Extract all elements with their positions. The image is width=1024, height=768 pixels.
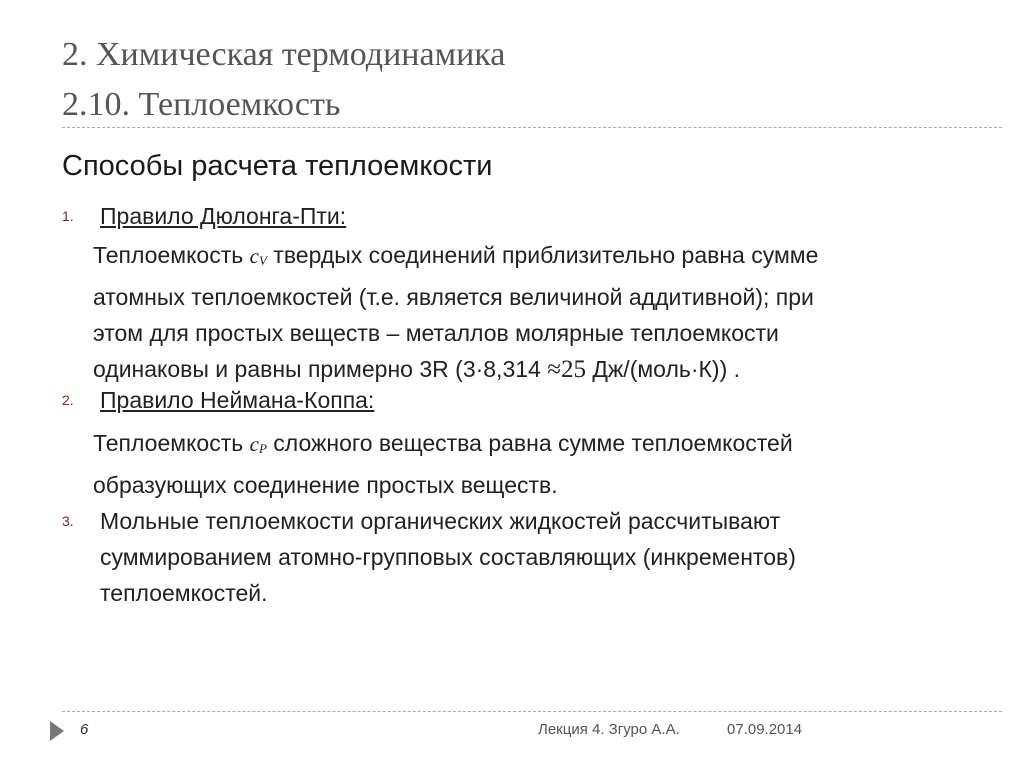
paragraph-line: теплоемкостей.: [100, 580, 268, 606]
heat-capacity-symbol: [250, 244, 267, 268]
list-item-number: 1.: [62, 208, 74, 224]
list-item-number: 3.: [62, 513, 74, 529]
footer-lecture-author: Лекция 4. Згуро А.А.: [538, 721, 680, 738]
footer-divider: [62, 711, 1002, 712]
text-span: одинаковы и равны примерно 3: [93, 356, 433, 382]
symbol-letter: c: [249, 244, 259, 268]
text-span: Теплоемкость: [93, 430, 250, 456]
title-line-1: 2. Химическая термодинамика: [62, 36, 506, 73]
slide-title: [62, 30, 1002, 130]
paragraph-line: этом для простых веществ – металлов молярные теплоемкости: [93, 320, 779, 346]
symbol-subscript: V: [258, 253, 267, 268]
text-span: (3·8,314: [448, 356, 548, 382]
paragraph-line: Мольные теплоемкости органических жидкостей рассчитывают: [100, 508, 781, 534]
page-number: 6: [80, 721, 89, 738]
neumann-kopp-paragraph: [93, 425, 953, 503]
slide-footer: [0, 716, 1024, 746]
heat-capacity-symbol: [250, 432, 267, 456]
approx-value: ≈25: [547, 356, 586, 383]
paragraph-line: [93, 425, 953, 467]
symbol-letter: c: [249, 432, 259, 456]
paragraph-line: суммированием атомно-групповых составляющих (инкрементов): [100, 544, 796, 570]
dulong-petit-paragraph: [93, 237, 953, 388]
item-3-text: [100, 503, 940, 611]
symbol-subscript: P: [258, 441, 267, 456]
title-line-2: 2.10. Теплоемкость: [62, 86, 341, 123]
paragraph-line: атомных теплоемкостей (т.е. является величиной аддитивной); при: [93, 284, 814, 310]
text-span: Теплоемкость: [93, 242, 250, 268]
title-divider: [62, 127, 1002, 128]
list-item-2: [62, 382, 962, 418]
text-span: R: [432, 356, 449, 382]
text-span: Дж/(моль·К)) .: [585, 356, 741, 382]
section-subheading: Способы расчета теплоемкости: [62, 150, 493, 182]
list-item-1: [62, 198, 962, 234]
rule-heading-dulong-petit: Правило Дюлонга-Пти:: [100, 203, 347, 229]
list-item-number: 2.: [62, 392, 74, 408]
paragraph-line: [93, 237, 953, 279]
footer-date: 07.09.2014: [727, 721, 803, 738]
text-span: сложного вещества равна сумме теплоемкостей: [266, 430, 793, 456]
list-item-3: [62, 503, 962, 613]
rule-heading-neumann-kopp: Правило Неймана-Коппа:: [100, 387, 375, 413]
paragraph-line: образующих соединение простых веществ.: [93, 472, 558, 498]
text-span: твердых соединений приблизительно равна сумме: [266, 242, 819, 268]
triangle-arrow-icon: [50, 721, 64, 741]
